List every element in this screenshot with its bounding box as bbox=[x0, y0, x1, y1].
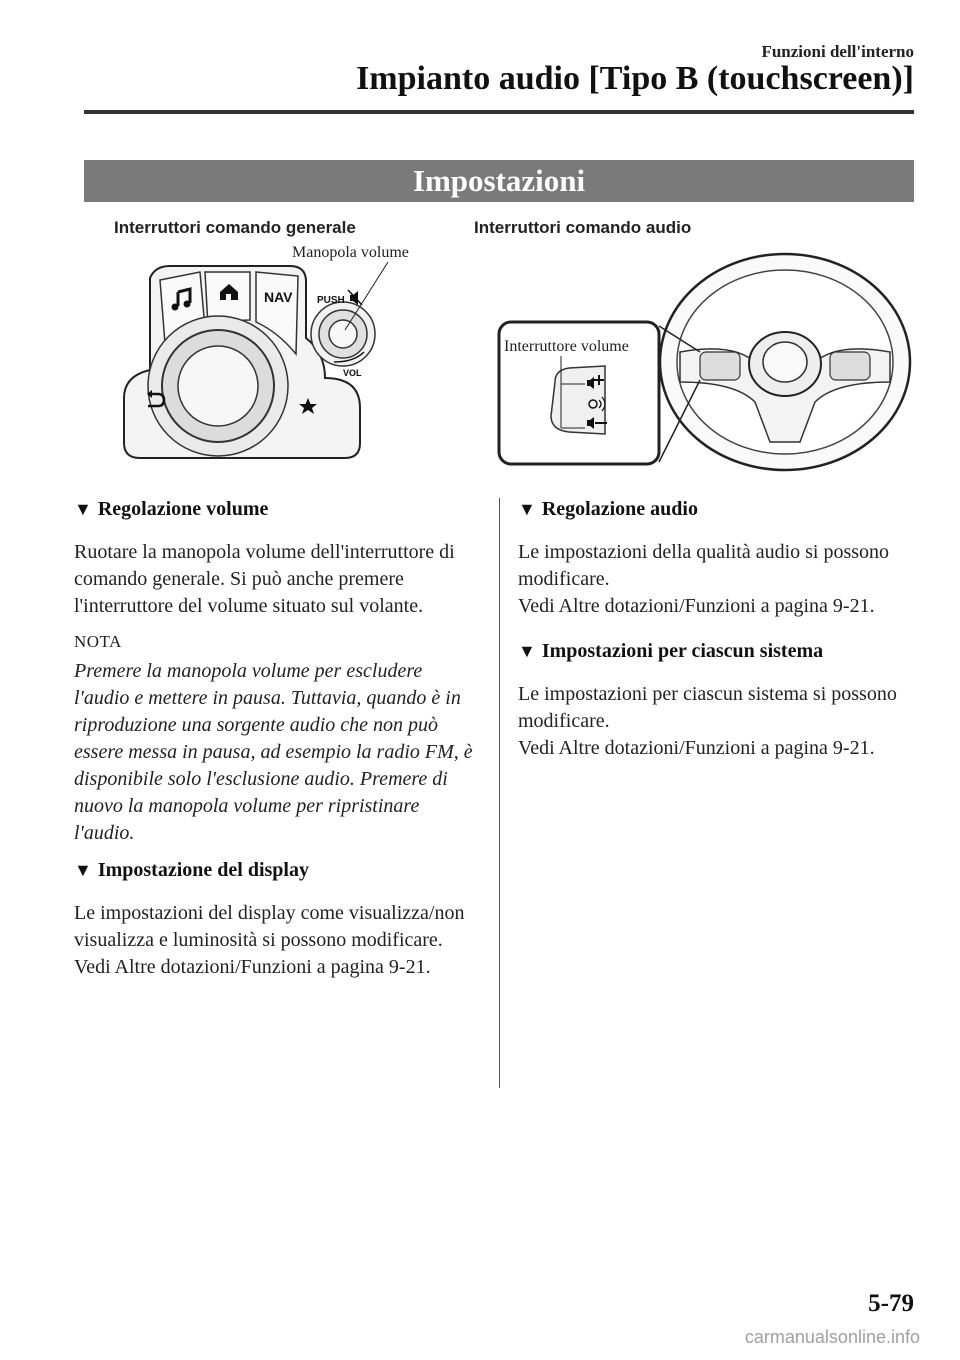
header-rule bbox=[84, 110, 914, 114]
note-text: Premere la manopola volume per escludere l'audio e mettere in pausa. Tuttavia, quando è in riproduzione una sorgente audio che non può essere messa in pausa, ad esempio la radio FM, è disponibile solo l'esclusione audio. Premere di nuovo la manopola volume per ripristinare l'audio. bbox=[74, 660, 473, 844]
triangle-bullet-icon: ▼ bbox=[74, 860, 92, 880]
header-section-name: Funzioni dell'interno bbox=[761, 42, 914, 61]
header-title: Impianto audio [Tipo B (touchscreen)] bbox=[356, 60, 914, 97]
vol-label: VOL bbox=[343, 368, 362, 378]
paragraph-display: Le impostazioni del display come visualizza/non visualizza e luminosità si possono modificare. bbox=[74, 902, 465, 951]
steering-wheel-figure bbox=[495, 242, 920, 472]
heading-impostazione-display: ▼ Impostazione del display bbox=[74, 859, 309, 881]
commander-switch-figure bbox=[110, 258, 480, 468]
heading-regolazione-audio: ▼ Regolazione audio bbox=[518, 498, 698, 520]
page-number: 5-79 bbox=[868, 1290, 914, 1317]
push-label: PUSH bbox=[317, 295, 345, 306]
paragraph-sistema: Le impostazioni per ciascun sistema si possono modificare. bbox=[518, 683, 897, 732]
right-column bbox=[518, 498, 918, 774]
paragraph-display-ref: Vedi Altre dotazioni/Funzioni a pagina 9-21. bbox=[74, 956, 431, 978]
note-label: NOTA bbox=[74, 632, 122, 651]
triangle-bullet-icon: ▼ bbox=[518, 499, 536, 519]
section-title: Impostazioni bbox=[84, 160, 914, 202]
watermark-text: carmanualsonline.info bbox=[744, 1327, 920, 1347]
nav-label: NAV bbox=[264, 289, 293, 305]
heading-regolazione-volume: ▼ Regolazione volume bbox=[74, 498, 269, 520]
figure-left-caption: Interruttori comando generale bbox=[114, 218, 356, 237]
figure-right-caption: Interruttori comando audio bbox=[474, 218, 692, 237]
paragraph-audio: Le impostazioni della qualità audio si possono modificare. bbox=[518, 541, 890, 590]
figure-right-callout: Interruttore volume bbox=[504, 338, 629, 355]
column-divider bbox=[499, 498, 500, 1088]
triangle-bullet-icon: ▼ bbox=[518, 641, 536, 661]
paragraph-audio-ref: Vedi Altre dotazioni/Funzioni a pagina 9-21. bbox=[518, 595, 875, 617]
left-column bbox=[74, 498, 474, 993]
triangle-bullet-icon: ▼ bbox=[74, 499, 92, 519]
paragraph-volume: Ruotare la manopola volume dell'interruttore di comando generale. Si può anche premere l'interruttore del volume situato sul volante. bbox=[74, 541, 455, 617]
paragraph-sistema-ref: Vedi Altre dotazioni/Funzioni a pagina 9-21. bbox=[518, 737, 875, 759]
figure-left-callout: Manopola volume bbox=[292, 244, 409, 261]
heading-impostazioni-sistema: ▼ Impostazioni per ciascun sistema bbox=[518, 640, 824, 662]
